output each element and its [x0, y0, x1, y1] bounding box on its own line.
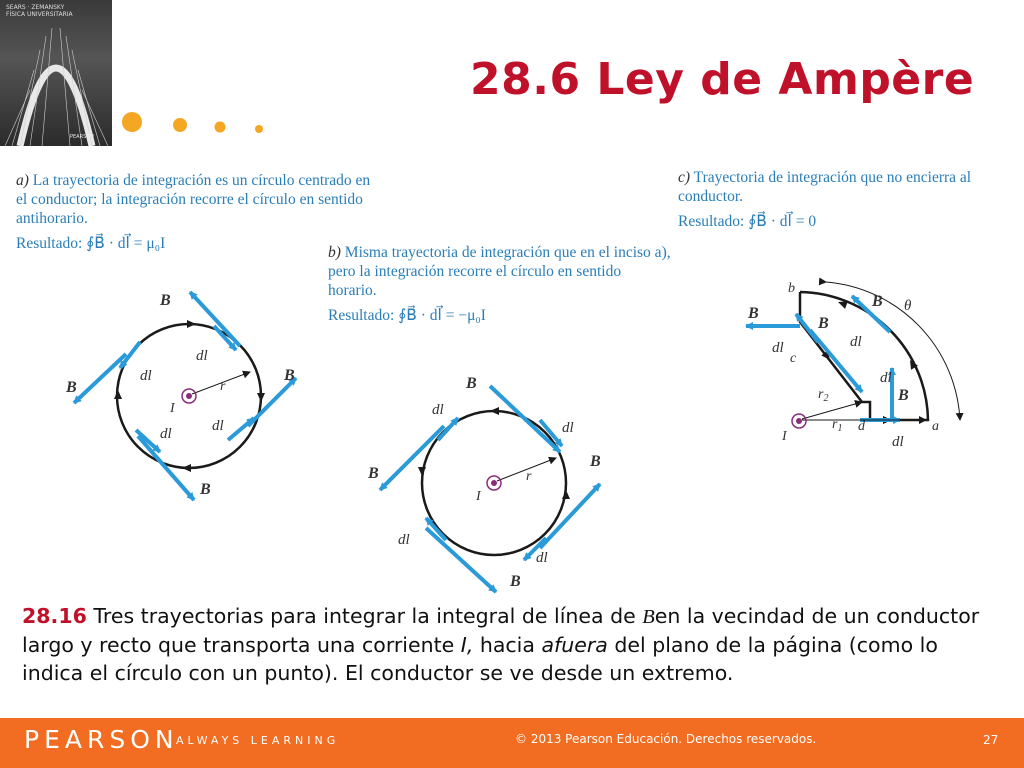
panel-c-result-formula: ∮B⃗ · dl⃗ = 0: [748, 213, 817, 230]
caption-current: I,: [460, 633, 474, 657]
label-B: B: [284, 367, 295, 384]
caption-number: 28.16: [22, 604, 87, 628]
path-direction-arrow: [490, 407, 499, 415]
label-dl: dl: [892, 434, 904, 450]
label-I: I: [170, 401, 175, 416]
label-dl: dl: [772, 340, 784, 356]
panel-b-result-label: Resultado:: [328, 307, 395, 324]
label-r: r: [220, 379, 226, 394]
label-B: B: [898, 387, 909, 404]
page-number: 27: [983, 733, 999, 747]
label-b: b: [788, 281, 795, 296]
footer-copyright: © 2013 Pearson Educación. Derechos reservados.: [515, 732, 817, 746]
panel-a-label: a): [16, 172, 29, 189]
label-dl: dl: [536, 550, 548, 566]
caption-text-3: hacia: [473, 633, 542, 657]
path-direction-arrow: [257, 393, 265, 402]
panel-b-text: Misma trayectoria de integración que en el inciso a), pero la integración recorre el círculo en sentido horario.: [328, 244, 671, 299]
path-direction-arrow: [562, 490, 570, 499]
label-theta: θ: [904, 298, 912, 314]
panel-c-diagram: [746, 281, 960, 450]
label-B: B: [66, 379, 77, 396]
path-direction-arrow: [182, 464, 191, 472]
footer-bar: [0, 718, 1024, 768]
panel-a-result-label: Resultado:: [16, 235, 83, 252]
caption-outward: afuera: [541, 633, 608, 657]
figure-caption: [22, 602, 1002, 687]
label-B: B: [510, 573, 521, 590]
footer-tagline: ALWAYS LEARNING: [176, 734, 340, 747]
label-B: B: [872, 293, 883, 310]
label-dl: dl: [160, 426, 172, 442]
label-r2: [818, 387, 828, 404]
cover-authors: SEARS · ZEMANSKY: [6, 4, 65, 11]
label-B: B: [368, 465, 379, 482]
label-dl: dl: [196, 348, 208, 364]
label-B: B: [590, 453, 601, 470]
panel-a-result-formula: ∮B⃗ · dl⃗ = μ₀I: [86, 235, 166, 252]
label-dl: dl: [850, 334, 862, 350]
dl-vectors-b: [426, 418, 562, 560]
path-direction-arrow: [418, 467, 426, 476]
label-dl: dl: [212, 418, 224, 434]
label-B: B: [200, 481, 211, 498]
label-dl: dl: [880, 370, 892, 386]
panel-c-label: c): [678, 169, 691, 186]
panel-a-diagram: [65, 292, 296, 500]
cover-book-title: FÍSICA UNIVERSITARIA: [6, 11, 73, 18]
label-B: B: [818, 315, 829, 332]
pearson-logo: PEARSON: [24, 725, 179, 754]
cover-publisher: PEARSON: [70, 134, 94, 140]
label-r1-sub: 1: [837, 423, 843, 434]
label-B: B: [748, 305, 759, 322]
label-c: c: [790, 351, 797, 366]
caption-text-1: Tres trayectorias para integrar la integral de línea de: [86, 604, 643, 628]
label-B: B: [160, 292, 171, 309]
label-dl: dl: [562, 420, 574, 436]
slide-title: 28.6 Ley de Ampère: [470, 54, 975, 105]
label-dl: dl: [140, 368, 152, 384]
label-r2-main: r: [818, 387, 824, 402]
label-dl: dl: [398, 532, 410, 548]
label-I: I: [782, 429, 787, 444]
label-r2-sub: 2: [823, 393, 829, 404]
path-direction-arrow: [187, 320, 196, 328]
path-direction-arrow: [114, 390, 122, 399]
label-B: B: [466, 375, 477, 392]
caption-text-2: en la vecindad de un conductor largo y recto que transporta una corriente: [22, 604, 980, 657]
panel-b-label: b): [328, 244, 341, 261]
panel-c-text: Trayectoria de integración que no encierra al conductor.: [678, 169, 972, 205]
panel-c-result-label: Resultado:: [678, 213, 745, 230]
label-a: a: [932, 419, 939, 434]
panel-a-text: La trayectoria de integración es un círculo centrado en el conductor; la integración recorre el círculo en sentido antihorario.: [16, 172, 371, 227]
caption-b-symbol: B: [642, 606, 655, 628]
label-dl: dl: [432, 402, 444, 418]
label-r1-main: r: [832, 417, 838, 432]
panel-b-result-formula: ∮B⃗ · dl⃗ = −μ₀I: [398, 307, 486, 324]
label-d: d: [858, 419, 865, 434]
caption-text-4: del plano de la página (como lo indica el círculo con un punto). El conductor se ve desde un extremo.: [22, 633, 938, 685]
label-r: r: [526, 469, 532, 484]
panel-b-diagram: [367, 375, 601, 592]
label-I: I: [476, 489, 481, 504]
